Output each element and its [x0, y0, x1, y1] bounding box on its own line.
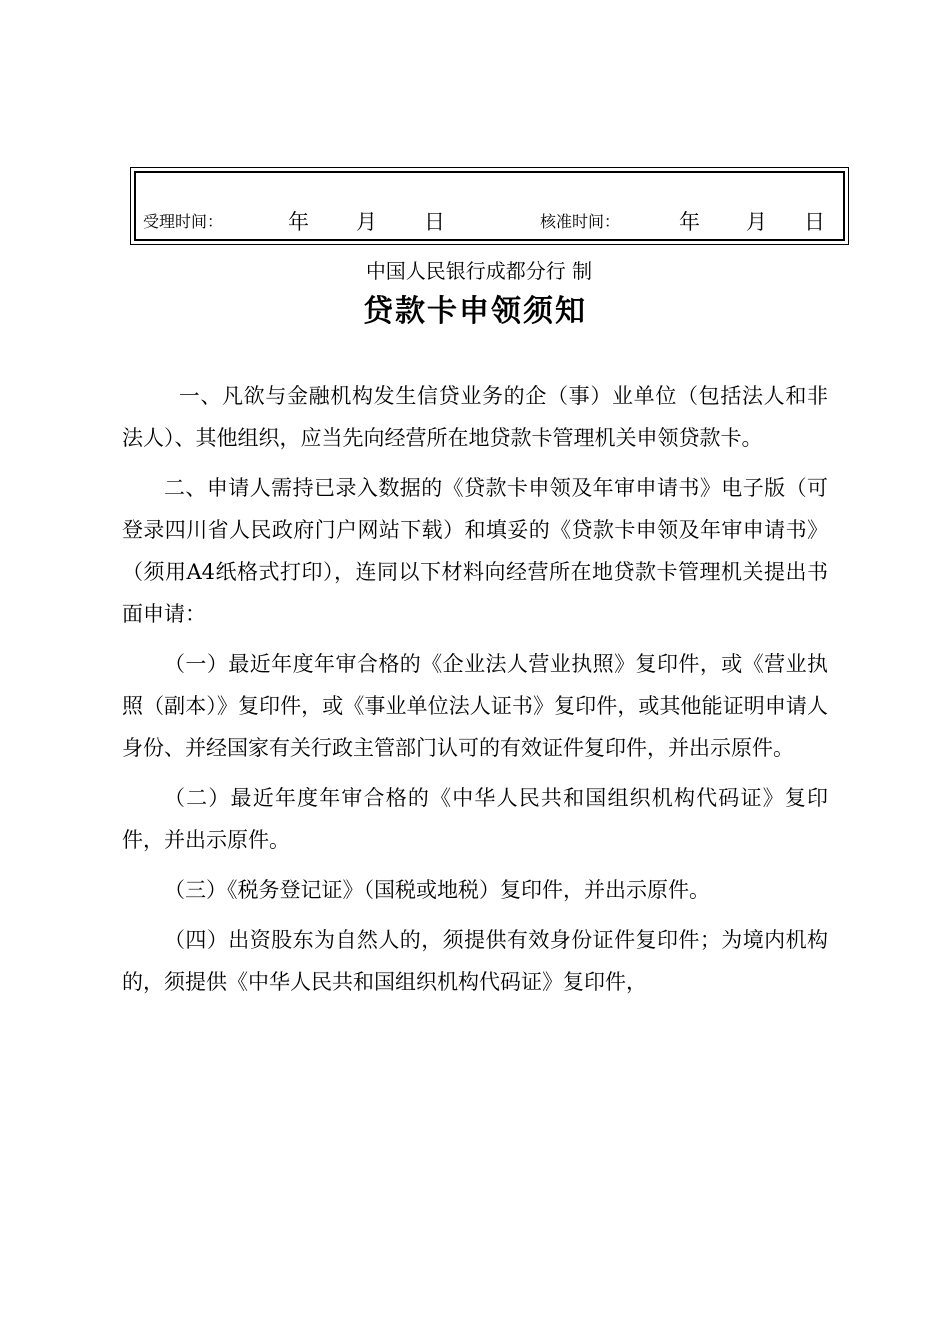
paragraph-item-2: （二）最近年度年审合格的《中华人民共和国组织机构代码证》复印件，并出示原件。	[122, 786, 828, 852]
paragraph-1: 一、凡欲与金融机构发生信贷业务的企（事）业单位（包括法人和非法人）、其他组织，应当先向经营所在地贷款卡管理机关申领贷款卡。	[122, 384, 828, 450]
receipt-box	[130, 167, 849, 245]
paragraph-item-1: （一）最近年度年审合格的《企业法人营业执照》复印件，或《营业执照（副本）》复印件，或《事业单位法人证书》复印件，或其他能证明申请人身份、并经国家有关行政主管部门认可的有效证件复印件，并出示原件。	[122, 652, 828, 760]
approve-year-label: 年	[679, 210, 700, 234]
approve-time-label: 核准时间：	[540, 212, 621, 231]
paragraph-2: 二、申请人需持已录入数据的《贷款卡申领及年审申请书》电子版（可登录四川省人民政府门户网站下载）和填妥的《贷款卡申领及年审申请书》（须用A4纸格式打印），连同以下材料向经营所在地贷款卡管理机关提出书面申请：	[122, 476, 828, 626]
accept-month-label: 月	[356, 210, 377, 234]
document-title: 贷款卡申领须知	[363, 294, 587, 329]
paragraph-item-3: （三）《税务登记证》（国税或地税）复印件，并出示原件。	[164, 878, 710, 902]
body-text	[122, 375, 828, 1011]
receipt-box-inner	[134, 171, 845, 241]
accept-year-label: 年	[288, 210, 309, 234]
accept-time-label: 受理时间：	[143, 212, 224, 231]
accept-day-label: 日	[424, 210, 445, 234]
issuer-line: 中国人民银行成都分行 制	[365, 259, 593, 283]
approve-day-label: 日	[804, 210, 825, 234]
approve-month-label: 月	[746, 210, 767, 234]
paragraph-item-4: （四）出资股东为自然人的，须提供有效身份证件复印件；为境内机构的，须提供《中华人民共和国组织机构代码证》复印件，	[122, 928, 828, 994]
